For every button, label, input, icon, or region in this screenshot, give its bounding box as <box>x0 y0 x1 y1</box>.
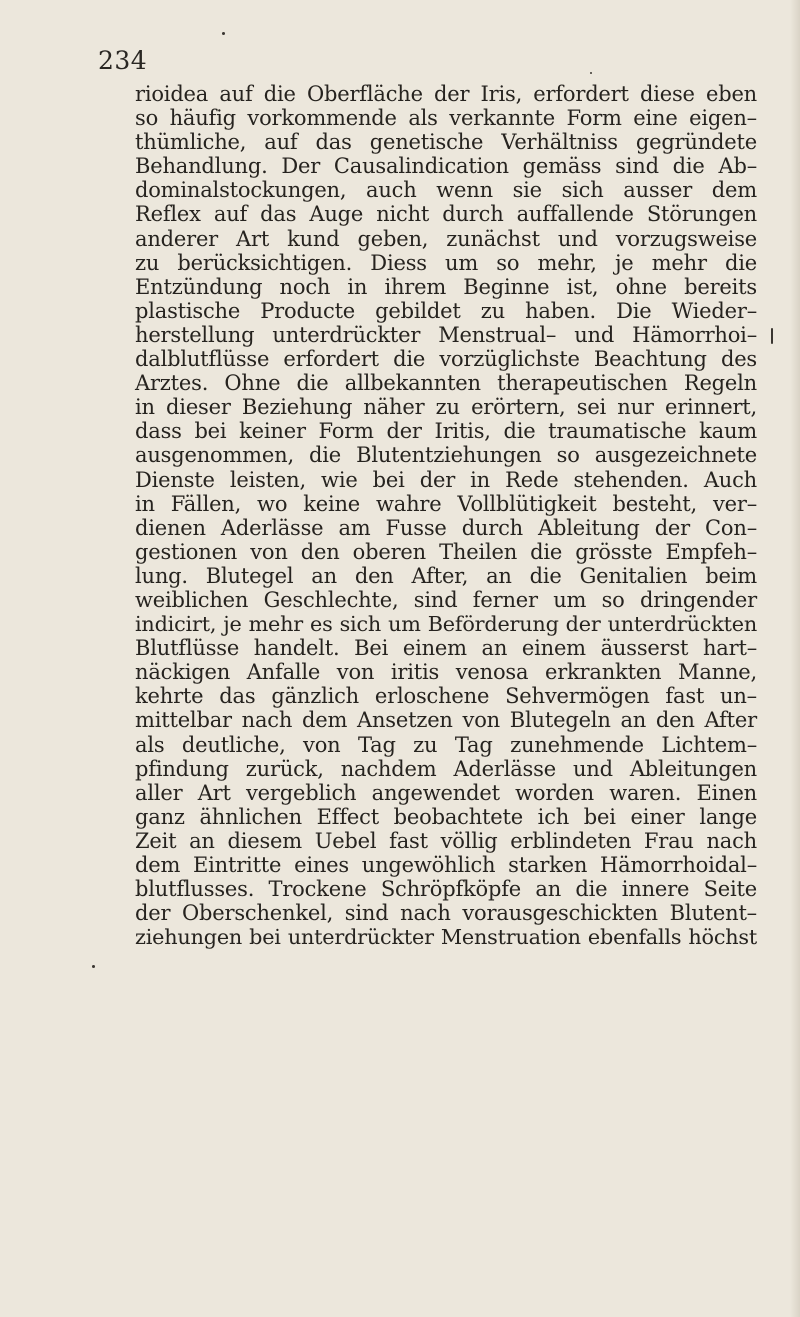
text-line: aller Art vergeblich angewendet worden waren. Einen <box>135 780 757 805</box>
print-speck <box>771 328 773 344</box>
text-line: anderer Art kund geben, zunächst und vorzugsweise <box>135 226 757 251</box>
text-line: dem Eintritte eines ungewöhlich starken Hämorrhoidal– <box>135 853 757 877</box>
text-line: dalblutflüsse erfordert die vorzüglichste Beachtung des <box>135 347 757 372</box>
text-line: so häufig vorkommende als verkannte Form eine eigen– <box>135 106 757 131</box>
text-line: Arztes. Ohne die allbekannten therapeutischen Regeln <box>135 371 757 396</box>
text-line: in Fällen, wo keine wahre Vollblütigkeit besteht, ver– <box>135 491 757 516</box>
text-line: indicirt, je mehr es sich um Beförderung der unterdrückten <box>135 612 757 637</box>
text-line: weiblichen Geschlechte, sind ferner um so dringender <box>135 587 757 612</box>
text-line: herstellung unterdrückter Menstrual– und Hämorrhoi– <box>135 322 757 347</box>
text-line: thümliche, auf das genetische Verhältniss gegründete <box>135 130 757 155</box>
text-line: als deutliche, von Tag zu Tag zunehmende Lichtem– <box>135 732 757 757</box>
text-line: Blutflüsse handelt. Bei einem an einem äusserst hart– <box>135 636 757 661</box>
text-line: Behandlung. Der Causalindication gemäss sind die Ab– <box>135 154 757 179</box>
text-line: ganz ähnlichen Effect beobachtete ich bei einer lange <box>135 804 757 829</box>
body-text <box>135 82 757 949</box>
text-line: gestionen von den oberen Theilen die grösste Empfeh– <box>135 539 757 564</box>
text-line: ziehungen bei unterdrückter Menstruation ebenfalls höchst <box>135 925 757 950</box>
text-line: der Oberschenkel, sind nach vorausgeschickten Blutent– <box>135 901 757 926</box>
print-speck <box>92 965 95 968</box>
text-line: blutflusses. Trockene Schröpfköpfe an die innere Seite <box>135 877 757 902</box>
print-speck <box>590 72 592 74</box>
page-number: 234 <box>98 46 148 75</box>
text-line: Entzündung noch in ihrem Beginne ist, ohne bereits <box>135 274 757 299</box>
text-line: kehrte das gänzlich erloschene Sehvermögen fast un– <box>135 684 757 709</box>
text-line: näckigen Anfalle von iritis venosa erkrankten Manne, <box>135 660 757 685</box>
text-line: ausgenommen, die Blutentziehungen so ausgezeichnete <box>135 443 757 468</box>
text-line: zu berücksichtigen. Diess um so mehr, je mehr die <box>135 250 757 275</box>
text-line: pfindung zurück, nachdem Aderlässe und Ableitungen <box>135 756 757 781</box>
text-line: plastische Producte gebildet zu haben. Die Wieder– <box>135 298 757 323</box>
page-edge-shadow <box>790 0 800 1317</box>
text-line: dienen Aderlässe am Fusse durch Ableitung der Con– <box>135 515 757 540</box>
text-line: Zeit an diesem Uebel fast völlig erblindeten Frau nach <box>135 828 757 853</box>
text-line: dominalstockungen, auch wenn sie sich ausser dem <box>135 178 757 203</box>
text-line: mittelbar nach dem Ansetzen von Blutegeln an den After <box>135 708 757 733</box>
text-line: in dieser Beziehung näher zu erörtern, sei nur erinnert, <box>135 395 757 420</box>
print-speck <box>222 32 225 35</box>
text-line: Dienste leisten, wie bei der in Rede stehenden. Auch <box>135 467 757 492</box>
text-line: Reflex auf das Auge nicht durch auffallende Störungen <box>135 202 757 227</box>
text-line: lung. Blutegel an den After, an die Genitalien beim <box>135 563 757 588</box>
text-line: rioidea auf die Oberfläche der Iris, erfordert diese eben <box>135 82 757 106</box>
text-line: dass bei keiner Form der Iritis, die traumatische kaum <box>135 419 757 444</box>
